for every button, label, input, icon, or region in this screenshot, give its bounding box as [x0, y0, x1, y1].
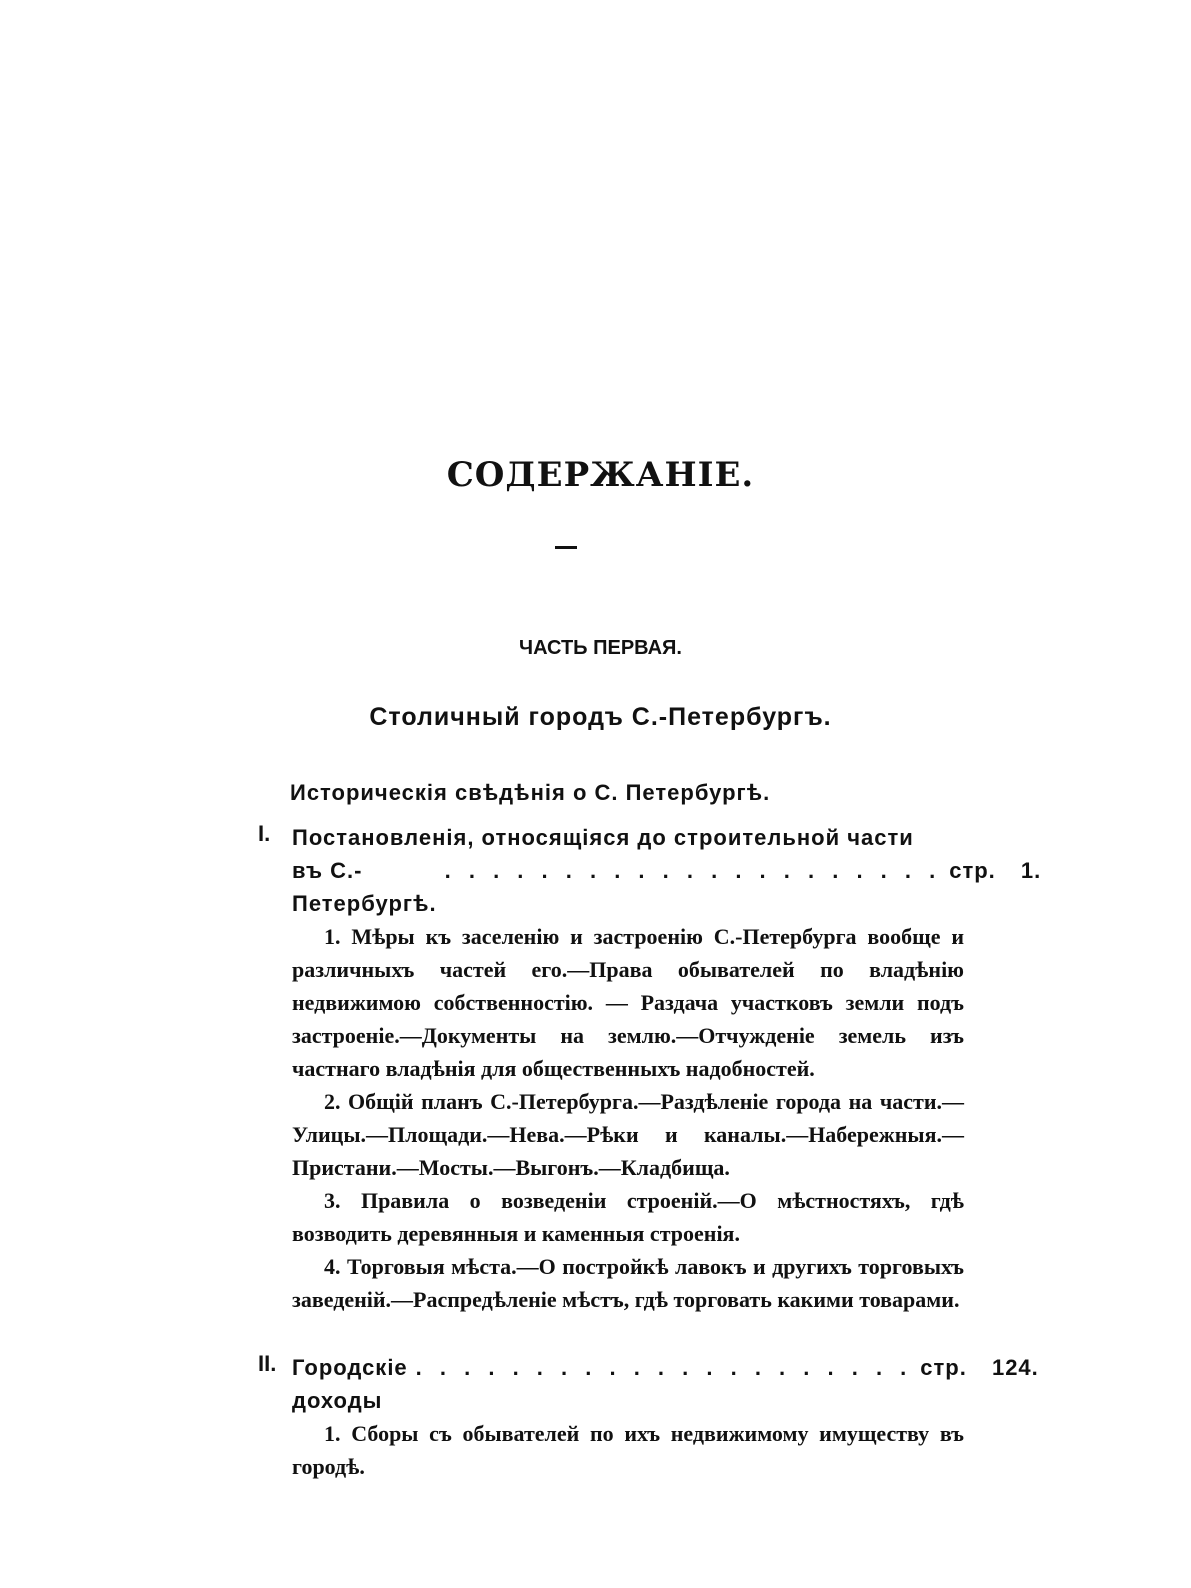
- city-title: Столичный городъ С.-Петербургъ.: [369, 703, 832, 731]
- toc-item: 3. Правила о возведеніи строеній.—О мѣстностяхъ, гдѣ возводить деревянныя и каменныя строенія.: [292, 1188, 964, 1246]
- part-title: ЧАСТЬ ПЕРВАЯ.: [519, 637, 682, 659]
- section-title-line1: Постановленія, относящіяся до строительной части: [292, 825, 914, 850]
- toc-section-1: [258, 821, 1042, 1316]
- page-heading: СОДЕРЖАНІЕ.: [446, 455, 755, 495]
- toc-item: 4. Торговыя мѣста.—О постройкѣ лавокъ и другихъ торговыхъ заведеній.—Распредѣленіе мѣстъ, гдѣ торговать какими товарами.: [292, 1254, 964, 1312]
- dot-leader: . . . . . . . . . . . . . . . . . . . . .: [444, 858, 942, 883]
- section-items: [292, 1417, 964, 1483]
- toc-item: 2. Общій планъ С.-Петербурга.—Раздѣленіе города на части.—Улицы.—Площади.—Нева.—Рѣки и каналы.—Набережныя.—Пристани.—Мосты.—Выгонъ.—Кладбища.: [292, 1089, 964, 1180]
- toc-item: 1. Сборы съ обывателей по ихъ недвижимому имуществу въ городѣ.: [292, 1421, 964, 1479]
- toc-item: 1. Мѣры къ заселенію и застроенію С.-Петербурга вообще и различныхъ частей его.—Права обывателей по владѣнію недвижимою собственностію. — Раздача участковъ земли подъ застроеніе.—Документы на землю.—Отчужденіе земель изъ частнаго владѣнія для общественныхъ надобностей.: [292, 924, 964, 1081]
- page-reference: стр. 1.: [949, 858, 1042, 883]
- section-items: [292, 920, 964, 1316]
- heading-separator: [555, 546, 577, 549]
- section-title-line2: въ С.-Петербургѣ.: [292, 858, 437, 916]
- dot-leader: . . . . . . . . . . . . . . . . . . . . .: [415, 1355, 913, 1380]
- historical-info-entry: Историческія свѣдѣнія о С. Петербургѣ.: [290, 780, 771, 805]
- section-title: Городскіе доходы: [292, 1355, 408, 1413]
- section-number: I.: [258, 821, 271, 846]
- section-number: II.: [258, 1351, 277, 1376]
- page-reference: стр. 124.: [920, 1355, 1039, 1380]
- section-page-line: [292, 1351, 1039, 1417]
- toc-section-2: [258, 1351, 1039, 1483]
- section-page-line: [292, 854, 1042, 920]
